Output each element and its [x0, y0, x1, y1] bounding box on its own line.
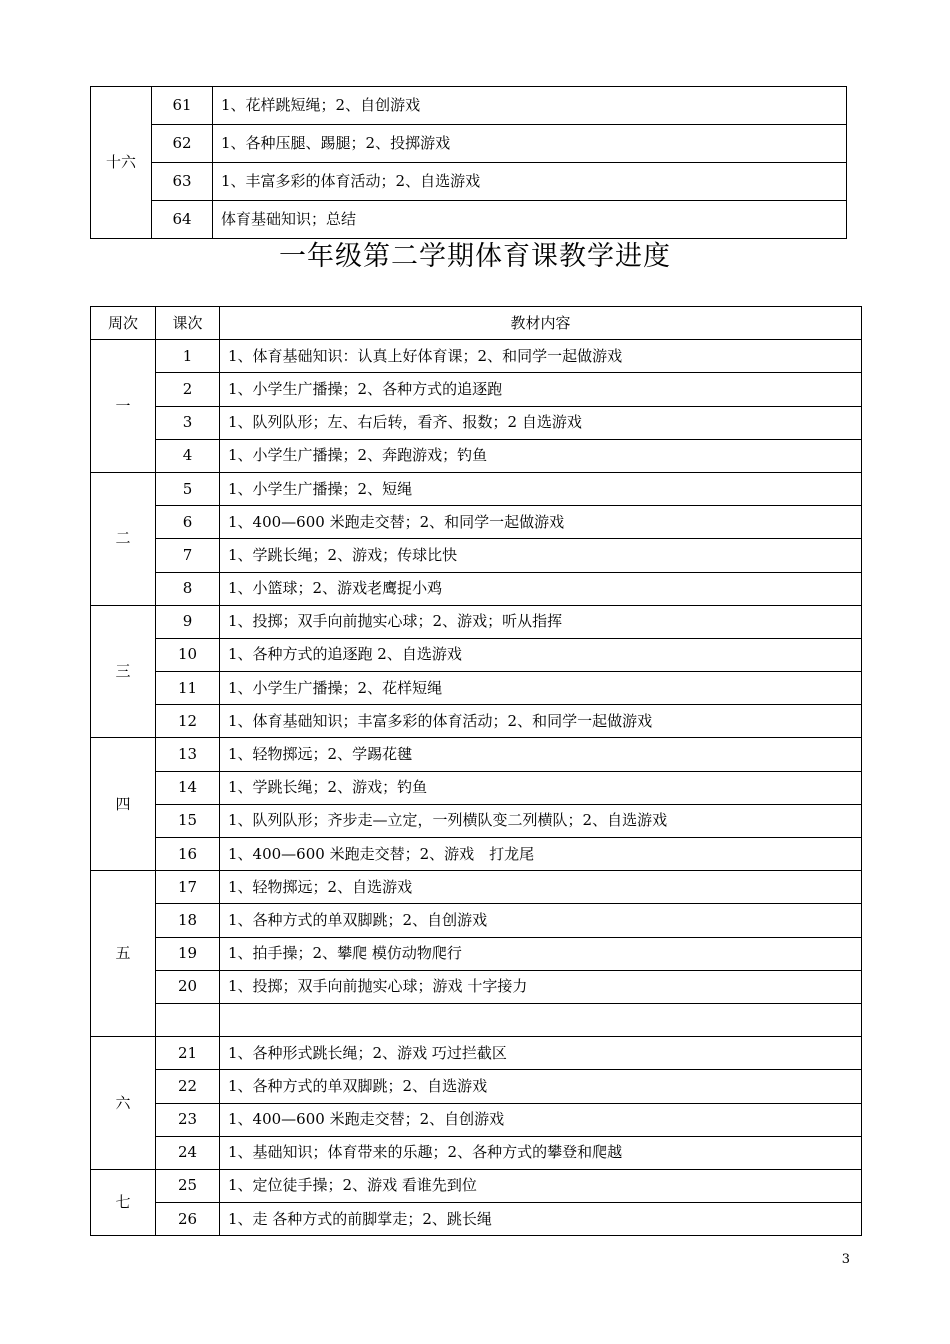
lesson-number-cell: 2: [156, 373, 220, 406]
lesson-content-cell: 1、学跳长绳；2、游戏；钓鱼: [220, 771, 862, 804]
header-row: [91, 307, 862, 340]
lesson-content-cell: 1、花样跳短绳；2、自创游戏: [213, 87, 847, 125]
lesson-number-cell: 7: [156, 539, 220, 572]
table-row: [91, 572, 862, 605]
week-cell: 一: [91, 340, 156, 473]
lesson-content-cell: 1、小学生广播操；2、奔跑游戏；钓鱼: [220, 439, 862, 472]
week-cell: 七: [91, 1169, 156, 1235]
table-row: [91, 1136, 862, 1169]
lesson-content-cell: [220, 1003, 862, 1036]
lesson-number-cell: 25: [156, 1169, 220, 1202]
lesson-content-cell: 1、投掷；双手向前抛实心球；2、游戏；听从指挥: [220, 605, 862, 638]
header-week: 周次: [91, 307, 156, 340]
lesson-number-cell: 8: [156, 572, 220, 605]
week-cell: 二: [91, 472, 156, 605]
table-row: [91, 1103, 862, 1136]
lesson-content-cell: 1、小篮球；2、游戏老鹰捉小鸡: [220, 572, 862, 605]
week-cell: 四: [91, 738, 156, 871]
table-row: [91, 439, 862, 472]
lesson-number-cell: 16: [156, 838, 220, 871]
table-row: [91, 672, 862, 705]
lesson-number-cell: 4: [156, 439, 220, 472]
lesson-number-cell: 10: [156, 638, 220, 671]
schedule-body: [91, 340, 862, 1236]
table-row: [91, 1169, 862, 1202]
lesson-content-cell: 1、400—600 米跑走交替；2、自创游戏: [220, 1103, 862, 1136]
schedule-table: [90, 306, 862, 1236]
week-cell: 十六: [91, 87, 152, 239]
table-row: [91, 1003, 862, 1036]
lesson-content-cell: 1、体育基础知识；丰富多彩的体育活动；2、和同学一起做游戏: [220, 705, 862, 738]
lesson-content-cell: 1、各种形式跳长绳；2、游戏 巧过拦截区: [220, 1037, 862, 1070]
lesson-content-cell: 1、小学生广播操；2、各种方式的追逐跑: [220, 373, 862, 406]
table-row: [91, 340, 862, 373]
lesson-content-cell: 1、400—600 米跑走交替；2、游戏 打龙尾: [220, 838, 862, 871]
table-row: [91, 605, 862, 638]
page-title: 一年级第二学期体育课教学进度: [279, 241, 671, 272]
lesson-number-cell: 23: [156, 1103, 220, 1136]
lesson-content-cell: 1、学跳长绳；2、游戏；传球比快: [220, 539, 862, 572]
lesson-content-cell: 1、各种压腿、踢腿；2、投掷游戏: [213, 125, 847, 163]
table-row: [91, 87, 847, 125]
lesson-number-cell: 24: [156, 1136, 220, 1169]
header-lesson: 课次: [156, 307, 220, 340]
lesson-number-cell: 20: [156, 970, 220, 1003]
lesson-number-cell: 64: [152, 201, 213, 239]
table-row: [91, 472, 862, 505]
lesson-number-cell: 11: [156, 672, 220, 705]
table-row: [91, 904, 862, 937]
lesson-content-cell: 1、丰富多彩的体育活动；2、自选游戏: [213, 163, 847, 201]
week-cell: 三: [91, 605, 156, 738]
lesson-content-cell: 1、拍手操；2、攀爬 模仿动物爬行: [220, 937, 862, 970]
week-cell: 五: [91, 871, 156, 1037]
lesson-content-cell: 1、400—600 米跑走交替；2、和同学一起做游戏: [220, 506, 862, 539]
lesson-content-cell: 1、各种方式的追逐跑 2、自选游戏: [220, 638, 862, 671]
lesson-number-cell: 13: [156, 738, 220, 771]
lesson-content-cell: 1、基础知识；体育带来的乐趣；2、各种方式的攀登和爬越: [220, 1136, 862, 1169]
table-row: [91, 1070, 862, 1103]
table-row: [91, 1203, 862, 1236]
lesson-number-cell: 5: [156, 472, 220, 505]
week-cell: 六: [91, 1037, 156, 1170]
table-row: [91, 937, 862, 970]
table-row: [91, 201, 847, 239]
lesson-number-cell: 3: [156, 406, 220, 439]
table-row: [91, 871, 862, 904]
lesson-number-cell: 14: [156, 771, 220, 804]
lesson-number-cell: 6: [156, 506, 220, 539]
lesson-number-cell: 62: [152, 125, 213, 163]
lesson-content-cell: 1、定位徒手操；2、游戏 看谁先到位: [220, 1169, 862, 1202]
table-row: [91, 771, 862, 804]
lesson-content-cell: 1、投掷；双手向前抛实心球；游戏 十字接力: [220, 970, 862, 1003]
table-row: [91, 406, 862, 439]
lesson-content-cell: 1、轻物掷远；2、学踢花毽: [220, 738, 862, 771]
table-row: [91, 804, 862, 837]
table-row: [91, 125, 847, 163]
table-row: [91, 638, 862, 671]
lesson-number-cell: 9: [156, 605, 220, 638]
lesson-number-cell: 12: [156, 705, 220, 738]
table-row: [91, 970, 862, 1003]
lesson-content-cell: 1、各种方式的单双脚跳；2、自选游戏: [220, 1070, 862, 1103]
lesson-number-cell: 17: [156, 871, 220, 904]
lesson-content-cell: 体育基础知识；总结: [213, 201, 847, 239]
table-row: [91, 506, 862, 539]
header-content: 教材内容: [220, 307, 862, 340]
schedule-header: [91, 307, 862, 340]
lesson-content-cell: 1、队列队形；左、右后转，看齐、报数；2 自选游戏: [220, 406, 862, 439]
lesson-content-cell: 1、体育基础知识：认真上好体育课；2、和同学一起做游戏: [220, 340, 862, 373]
lesson-content-cell: 1、走 各种方式的前脚掌走；2、跳长绳: [220, 1203, 862, 1236]
lesson-number-cell: 1: [156, 340, 220, 373]
lesson-number-cell: 18: [156, 904, 220, 937]
lesson-number-cell: 26: [156, 1203, 220, 1236]
table-row: [91, 163, 847, 201]
page-number: 3: [841, 1252, 850, 1267]
top-continued-table: [90, 86, 847, 239]
lesson-number-cell: 19: [156, 937, 220, 970]
table-row: [91, 705, 862, 738]
table-row: [91, 1037, 862, 1070]
top-table-body: [91, 87, 847, 239]
lesson-number-cell: 21: [156, 1037, 220, 1070]
lesson-number-cell: [156, 1003, 220, 1036]
table-row: [91, 373, 862, 406]
lesson-number-cell: 15: [156, 804, 220, 837]
lesson-content-cell: 1、轻物掷远；2、自选游戏: [220, 871, 862, 904]
lesson-content-cell: 1、小学生广播操；2、花样短绳: [220, 672, 862, 705]
lesson-content-cell: 1、小学生广播操；2、短绳: [220, 472, 862, 505]
lesson-number-cell: 63: [152, 163, 213, 201]
table-row: [91, 838, 862, 871]
table-row: [91, 539, 862, 572]
lesson-content-cell: 1、队列队形；齐步走—立定，一列横队变二列横队；2、自选游戏: [220, 804, 862, 837]
lesson-content-cell: 1、各种方式的单双脚跳；2、自创游戏: [220, 904, 862, 937]
table-row: [91, 738, 862, 771]
lesson-number-cell: 22: [156, 1070, 220, 1103]
lesson-number-cell: 61: [152, 87, 213, 125]
